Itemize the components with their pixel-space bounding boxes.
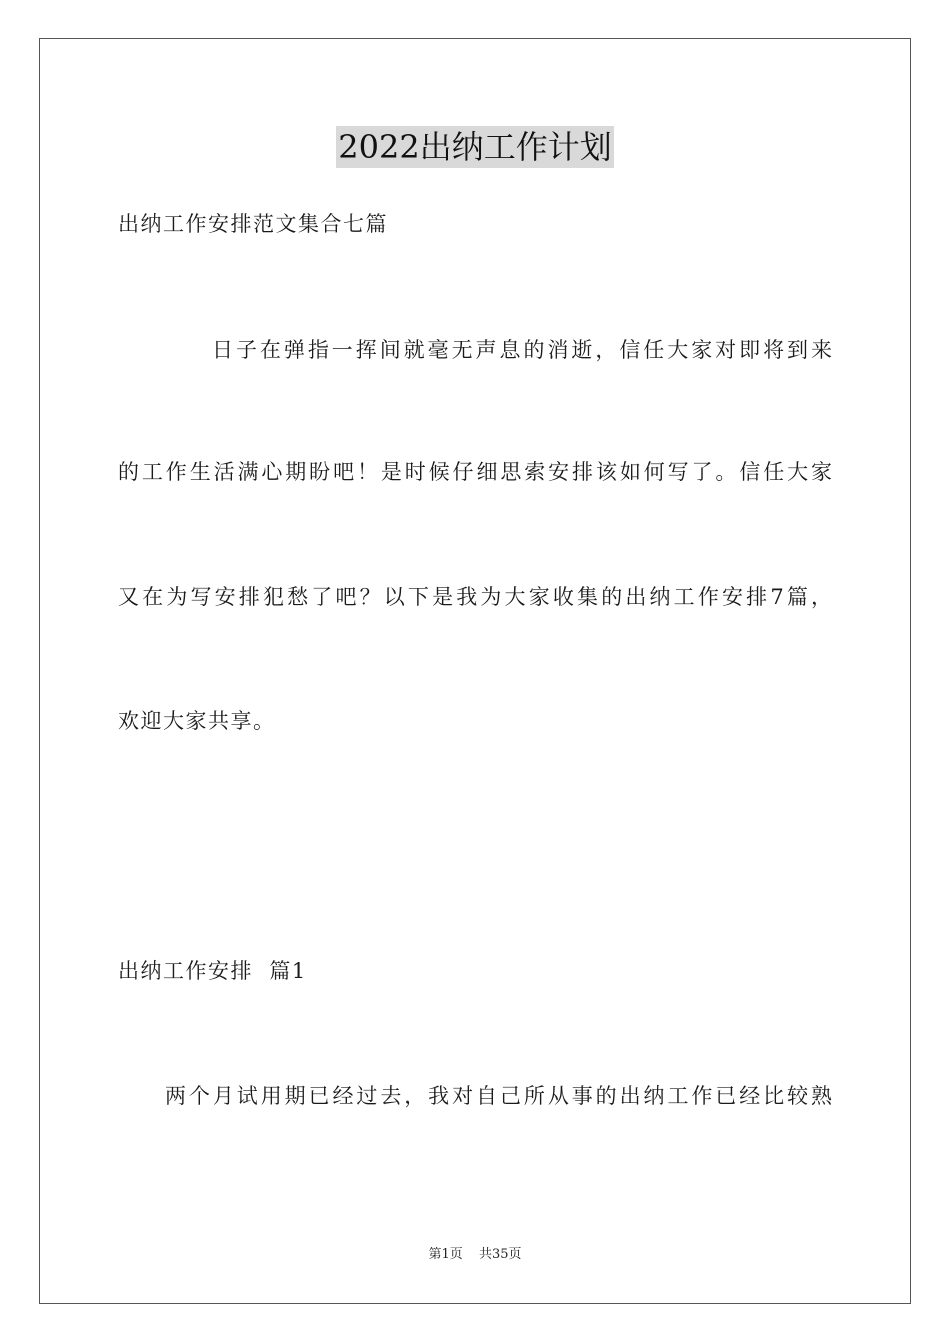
page-total: 共35页: [478, 1247, 522, 1262]
intro-line-2: 的工作生活满心期盼吧！是时候仔细思索安排该如何写了。信任大家: [118, 460, 832, 484]
document-title: 2022出纳工作计划: [338, 128, 612, 166]
page-number: 第1页: [428, 1247, 463, 1262]
intro-line-4: 欢迎大家共享。: [118, 709, 276, 733]
document-subtitle: 出纳工作安排范文集合七篇: [118, 212, 388, 236]
intro-line-3: 又在为写安排犯愁了吧？以下是我为大家收集的出纳工作安排7篇，: [118, 585, 832, 609]
section-paragraph-line-1: 两个月试用期已经过去，我对自己所从事的出纳工作已经比较熟: [165, 1084, 832, 1108]
page-footer: [0, 1246, 950, 1264]
section-heading: 出纳工作安排 篇1: [118, 959, 307, 983]
intro-line-1: 日子在弹指一挥间就毫无声息的消逝，信任大家对即将到来: [212, 338, 832, 362]
title-container: [0, 126, 950, 168]
